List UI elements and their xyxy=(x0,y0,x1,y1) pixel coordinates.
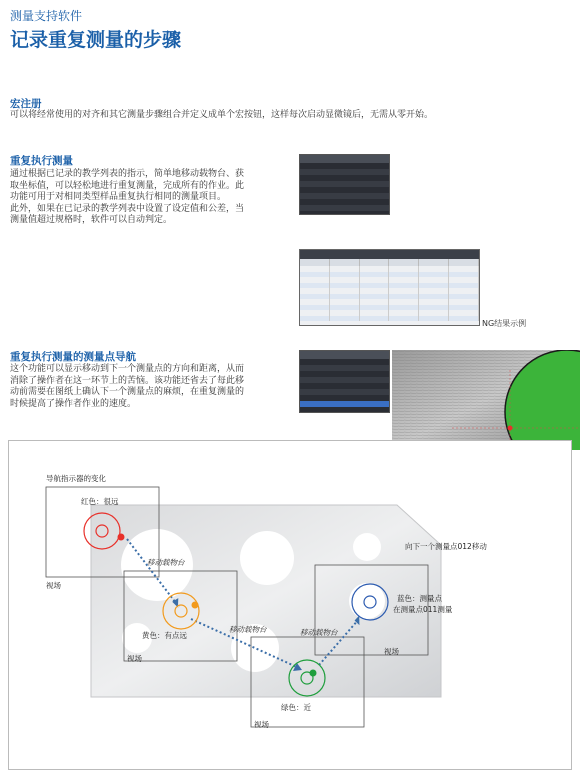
section-title-repeat: 重复执行测量 xyxy=(10,155,73,167)
microscope-live-image xyxy=(392,350,580,450)
body-line: 此外，如果在已记录的教学列表中设置了设定值和公差，当 xyxy=(10,203,245,214)
body-line: 时候提高了操作者作业的速度。 xyxy=(10,398,137,409)
section-body-macro: 可以将经常使用的对齐和其它测量步骤组合并定义成单个宏按钮，这样每次启动显微镜后，无需从零开始。 xyxy=(10,110,434,120)
section-title-macro: 宏注册 xyxy=(10,98,42,110)
section-title-nav: 重复执行测量的测量点导航 xyxy=(10,351,136,363)
ng-caption: NG结果示例 xyxy=(482,319,527,328)
teaching-list-nav-screenshot xyxy=(299,350,390,413)
page-title: 记录重复测量的步骤 xyxy=(10,29,182,51)
field-of-view-label: 视场 xyxy=(46,581,61,590)
blue-indicator-sublabel: 在测量点011测量 xyxy=(393,605,453,614)
section-body-nav xyxy=(10,364,295,410)
move-stage-label: 移动载物台 xyxy=(300,628,338,637)
move-stage-label: 移动载物台 xyxy=(229,625,267,634)
body-line: 通过根据已记录的教学列表的指示，简单地移动载物台、获 xyxy=(10,169,245,179)
body-line: 取坐标值，可以轻松地进行重复测量，完成所有的作业。此 xyxy=(10,180,245,191)
teaching-list-screenshot xyxy=(299,154,390,215)
field-of-view-label: 视场 xyxy=(254,720,269,729)
body-line: 消除了操作者在这一环节上的苦恼。该功能还省去了每此移 xyxy=(10,375,245,386)
body-line: 测量值超过规格时，软件可以自动判定。 xyxy=(10,215,173,225)
diagram-legend-title: 导航指示器的变化 xyxy=(46,474,106,483)
body-line: 这个功能可以显示移动到下一个测量点的方向和距离，从而 xyxy=(10,364,245,374)
blue-indicator-label: 蓝色：测量点 xyxy=(397,594,442,603)
move-stage-label: 移动载物台 xyxy=(147,558,185,567)
page-subtitle: 测量支持软件 xyxy=(10,9,83,23)
next-point-label: 向下一个测量点012移动 xyxy=(405,542,487,551)
body-line: 功能可用于对相同类型样品重复执行相同的测量项目。 xyxy=(10,192,227,202)
field-of-view-label: 视场 xyxy=(384,647,399,656)
measurement-result-screenshot xyxy=(299,249,480,326)
navigation-diagram xyxy=(8,440,572,770)
green-indicator-label: 绿色：近 xyxy=(281,703,311,712)
red-indicator-label: 红色：很远 xyxy=(81,497,119,506)
body-line: 动前需要在图纸上确认下一个测量点的麻烦，在重复测量的 xyxy=(10,387,245,397)
yellow-indicator-label: 黄色：有点远 xyxy=(142,631,187,640)
field-of-view-label: 视场 xyxy=(127,654,142,663)
section-body-repeat xyxy=(10,169,295,227)
